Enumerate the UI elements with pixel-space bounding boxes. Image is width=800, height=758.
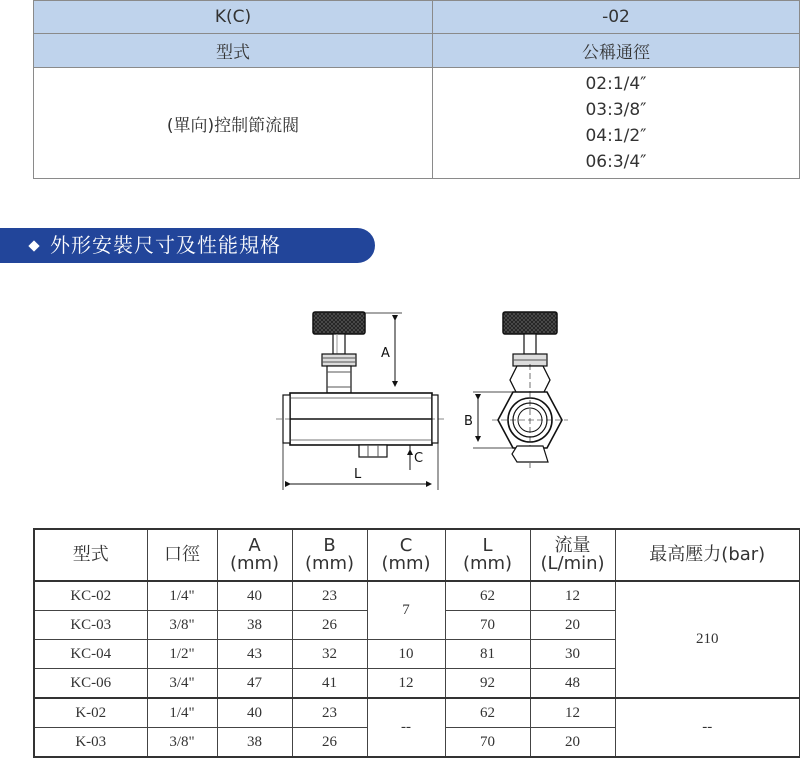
header-flow [530, 529, 615, 581]
cell-b: 26 [292, 728, 367, 758]
header-l-label: L [482, 535, 493, 556]
cell-pressure-k: -- [615, 698, 800, 757]
cell-flow: 48 [530, 669, 615, 699]
section-banner [0, 228, 375, 263]
size-item: 02:1/4″ [585, 74, 647, 94]
header-c-unit: (mm) [381, 553, 431, 574]
cell-b: 41 [292, 669, 367, 699]
header-flow-label: 流量 [554, 535, 591, 556]
cell-flow: 12 [530, 698, 615, 728]
header-b [292, 529, 367, 581]
header-c [367, 529, 445, 581]
cell-pressure-kc: 210 [615, 581, 800, 698]
front-view [464, 312, 568, 468]
size-list [585, 71, 646, 175]
table-row [34, 698, 800, 728]
section-title: 外形安裝尺寸及性能規格 [50, 233, 281, 257]
spec-table [33, 528, 800, 758]
series-cell: K(C) [34, 1, 433, 34]
cell-port: 1/4" [147, 581, 217, 611]
cell-port: 3/4" [147, 669, 217, 699]
cell-c: 7 [367, 581, 445, 640]
header-b-label: B [323, 535, 336, 556]
size-list-cell [433, 68, 800, 179]
cell-model: K-03 [34, 728, 147, 758]
cell-flow: 12 [530, 581, 615, 611]
cell-b: 23 [292, 698, 367, 728]
cell-c: 10 [367, 640, 445, 669]
cell-c: 12 [367, 669, 445, 699]
header-flow-unit: (L/min) [540, 553, 605, 574]
cell-b: 23 [292, 581, 367, 611]
cell-port: 1/4" [147, 698, 217, 728]
cell-l: 70 [445, 611, 530, 640]
cell-a: 40 [217, 581, 292, 611]
suffix-cell: -02 [433, 1, 800, 34]
dim-label-l: L [354, 467, 362, 482]
size-item: 04:1/2″ [585, 126, 647, 146]
cell-a: 47 [217, 669, 292, 699]
cell-flow: 20 [530, 728, 615, 758]
header-b-unit: (mm) [304, 553, 355, 574]
header-port: 口徑 [147, 529, 217, 581]
header-model: 型式 [34, 529, 147, 581]
cell-flow: 20 [530, 611, 615, 640]
description-cell: (單向)控制節流閥 [34, 68, 433, 179]
header-a [217, 529, 292, 581]
size-item: 03:3/8″ [585, 100, 647, 120]
model-label-cell: 型式 [34, 34, 433, 68]
cell-l: 92 [445, 669, 530, 699]
cell-a: 43 [217, 640, 292, 669]
cell-a: 40 [217, 698, 292, 728]
cell-a: 38 [217, 611, 292, 640]
cell-model: K-02 [34, 698, 147, 728]
header-a-label: A [248, 535, 261, 556]
cell-c: -- [367, 698, 445, 757]
cell-l: 62 [445, 581, 530, 611]
cell-port: 1/2" [147, 640, 217, 669]
cell-model: KC-04 [34, 640, 147, 669]
cell-b: 26 [292, 611, 367, 640]
table-row [34, 581, 800, 611]
cell-model: KC-02 [34, 581, 147, 611]
dim-label-b: B [464, 414, 473, 429]
header-l-unit: (mm) [462, 553, 513, 574]
side-view [276, 312, 445, 490]
cell-l: 62 [445, 698, 530, 728]
cell-port: 3/8" [147, 611, 217, 640]
cell-flow: 30 [530, 640, 615, 669]
header-l [445, 529, 530, 581]
header-a-unit: (mm) [229, 553, 280, 574]
cell-l: 70 [445, 728, 530, 758]
size-label-cell: 公稱通徑 [433, 34, 800, 68]
cell-b: 32 [292, 640, 367, 669]
header-c-label: C [399, 535, 413, 556]
cell-model: KC-03 [34, 611, 147, 640]
diamond-bullet-icon [28, 240, 39, 251]
dim-label-a: A [381, 346, 390, 361]
dim-label-c: C [414, 451, 424, 466]
valve-dimension-drawing [270, 300, 580, 495]
size-item: 06:3/4″ [585, 152, 647, 172]
cell-port: 3/8" [147, 728, 217, 758]
header-pressure: 最高壓力(bar) [615, 529, 800, 581]
model-code-table [33, 0, 800, 179]
cell-l: 81 [445, 640, 530, 669]
cell-model: KC-06 [34, 669, 147, 699]
cell-a: 38 [217, 728, 292, 758]
